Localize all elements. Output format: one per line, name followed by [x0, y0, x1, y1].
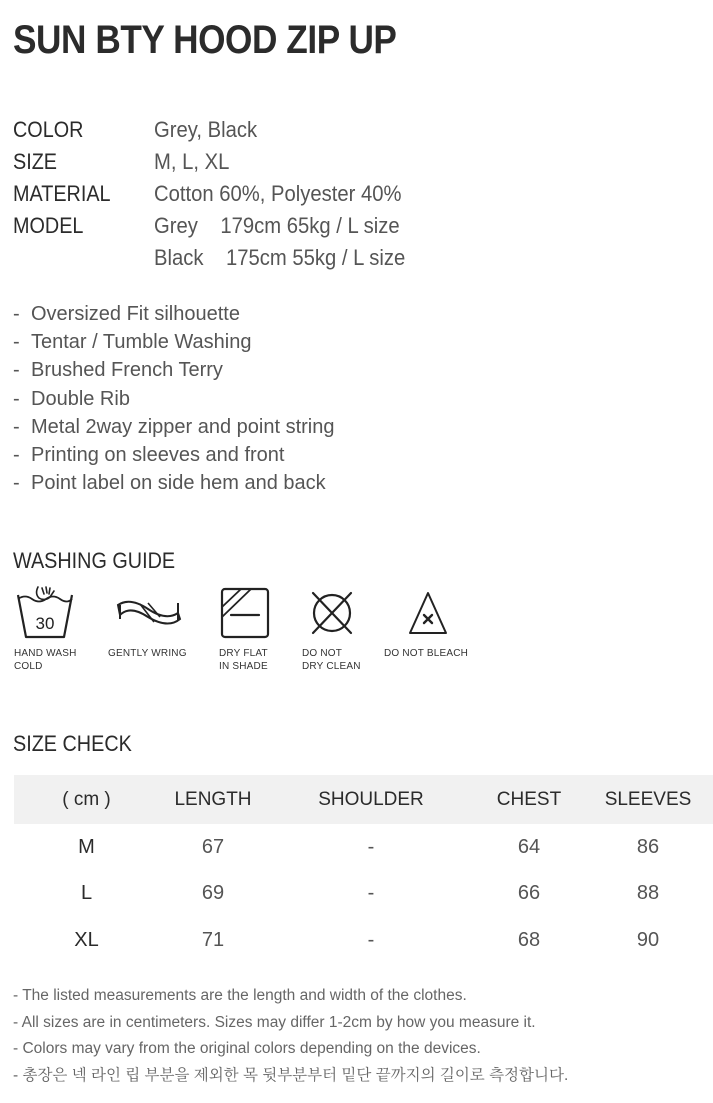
feature-item [13, 356, 335, 384]
size-name: M [78, 835, 95, 858]
header-length: LENGTH [174, 788, 252, 810]
spec-row-material [13, 178, 653, 210]
wash-item-wring [108, 585, 188, 660]
no-dry-clean-icon [302, 585, 358, 641]
no-bleach-icon [384, 585, 474, 641]
wash-item-hand-wash [14, 585, 77, 673]
table-row [14, 917, 713, 964]
table-row [14, 824, 713, 871]
wash-item-no-bleach [384, 585, 474, 660]
feature-text: Double Rib [31, 387, 130, 410]
product-specs [13, 114, 653, 274]
note-item: - Colors may vary from the original colors depending on the devices. [13, 1040, 481, 1058]
header-unit: ( cm ) [62, 788, 111, 810]
spec-label-material: MATERIAL [13, 181, 111, 206]
chest-cell: 64 [517, 835, 541, 858]
wash-label-dry-flat: DRY FLAT IN SHADE [219, 648, 268, 672]
feature-bullet: - [13, 331, 20, 354]
feature-item [13, 328, 335, 356]
spec-row-model [13, 210, 653, 242]
spec-value-color: Grey, Black [154, 117, 258, 142]
wash-label-no-bleach: DO NOT BLEACH [384, 648, 469, 659]
feature-text: Oversized Fit silhouette [31, 303, 240, 325]
feature-bullet: - [13, 472, 20, 495]
header-sleeves: SLEEVES [604, 788, 692, 810]
spec-value-model-black: Black 175cm 55kg / L size [154, 245, 406, 270]
length-cell: 71 [201, 928, 225, 951]
wash-label-hand-wash: HAND WASH COLD [14, 648, 77, 672]
spec-row-model-2 [13, 242, 653, 274]
size-table-header [14, 775, 713, 824]
feature-item [13, 469, 335, 497]
wash-item-dry-flat [219, 585, 273, 673]
note-item: - All sizes are in centimeters. Sizes may differ 1-2cm by how you measure it. [13, 1013, 536, 1031]
sleeves-cell: 86 [636, 835, 660, 858]
note-item: - The listed measurements are the length and width of the clothes. [13, 987, 467, 1004]
feature-text: Tentar / Tumble Washing [31, 331, 252, 354]
feature-item [13, 413, 335, 441]
wash-label-no-dry-clean: DO NOT DRY CLEAN [302, 648, 361, 672]
spec-value-size: M, L, XL [154, 149, 230, 174]
wash-label-wring: GENTLY WRING [108, 648, 187, 659]
wash-temperature: 30 [35, 614, 55, 633]
size-table [14, 775, 713, 964]
feature-list [13, 300, 335, 497]
feature-item [13, 300, 335, 328]
feature-text: Metal 2way zipper and point string [31, 415, 335, 438]
feature-bullet: - [13, 443, 20, 466]
dry-flat-shade-icon [219, 585, 273, 641]
length-cell: 67 [201, 835, 225, 858]
product-title: SUN BTY HOOD ZIP UP [13, 18, 397, 62]
feature-text: Brushed French Terry [31, 359, 223, 382]
size-name: L [80, 882, 93, 905]
size-check-title: SIZE CHECK [13, 731, 132, 756]
header-chest: CHEST [496, 788, 562, 810]
feature-item [13, 385, 335, 413]
chest-cell: 66 [517, 882, 541, 905]
spec-label-size: SIZE [13, 149, 58, 174]
wash-item-no-dry-clean [302, 585, 361, 673]
feature-bullet: - [13, 387, 20, 410]
feature-bullet: - [13, 303, 20, 325]
spec-label-model: MODEL [13, 213, 84, 238]
spec-row-color [13, 114, 653, 146]
chest-cell: 68 [517, 928, 541, 951]
spec-row-size [13, 146, 653, 178]
spec-value-material: Cotton 60%, Polyester 40% [154, 181, 402, 206]
shoulder-cell: - [367, 928, 375, 951]
size-notes [13, 983, 568, 1090]
feature-item [13, 441, 335, 469]
spec-label-color: COLOR [13, 117, 84, 142]
sleeves-cell: 88 [636, 882, 660, 905]
washing-guide-title: WASHING GUIDE [13, 548, 176, 573]
size-name: XL [74, 928, 99, 951]
length-cell: 69 [201, 882, 225, 905]
feature-text: Printing on sleeves and front [31, 443, 285, 466]
header-shoulder: SHOULDER [318, 788, 424, 810]
feature-bullet: - [13, 359, 20, 382]
shoulder-cell: - [367, 882, 375, 905]
sleeves-cell: 90 [636, 928, 660, 951]
spec-value-model-grey: Grey 179cm 65kg / L size [154, 213, 400, 238]
table-row [14, 871, 713, 918]
feature-bullet: - [13, 415, 20, 438]
wring-icon [108, 585, 188, 641]
note-item: - 총장은 넥 라인 립 부분을 제외한 목 뒷부분부터 밑단 끝까지의 길이로 측정합니다. [13, 1067, 569, 1085]
shoulder-cell: - [367, 835, 375, 858]
hand-wash-icon [14, 585, 76, 641]
washing-guide-icons [0, 585, 713, 680]
feature-text: Point label on side hem and back [31, 472, 326, 495]
